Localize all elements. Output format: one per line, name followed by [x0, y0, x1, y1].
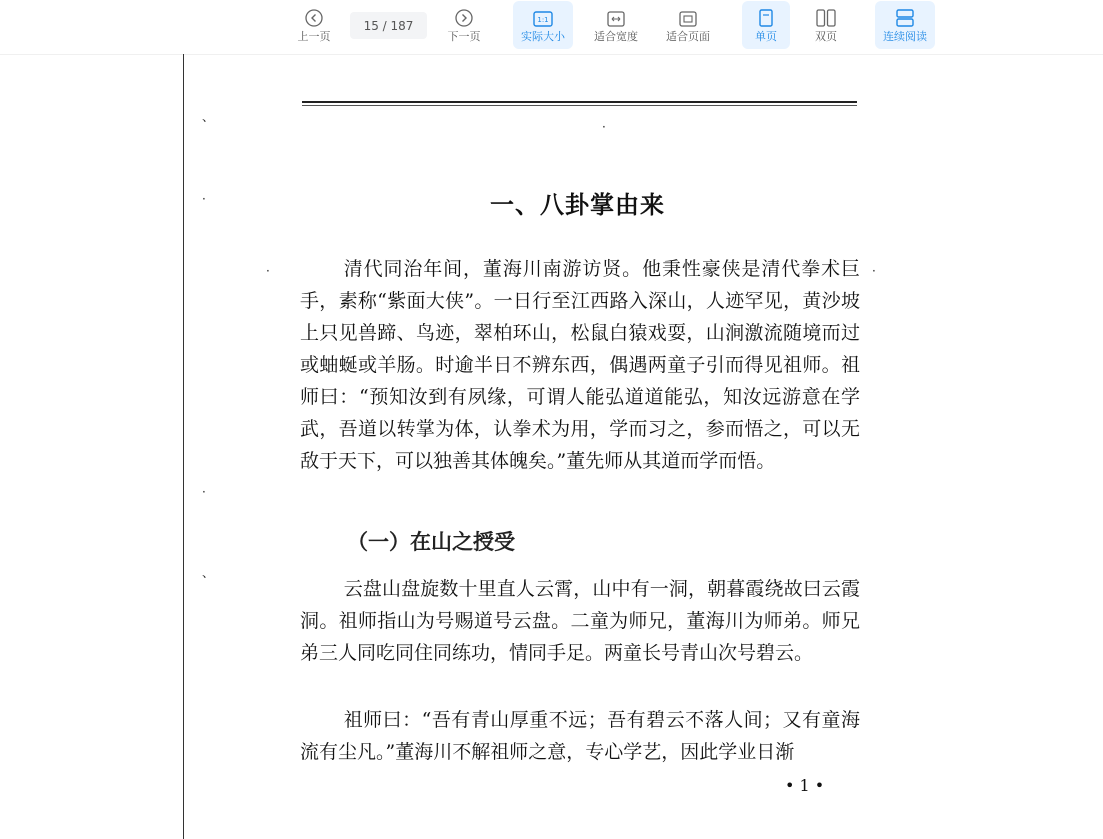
double-page-button[interactable]: [802, 1, 850, 49]
scan-speck: 、: [202, 566, 215, 580]
fit-page-icon: [679, 1, 697, 27]
continuous-reading-button[interactable]: [875, 1, 935, 49]
prev-page-button[interactable]: [290, 1, 338, 49]
prev-page-label: 上一页: [297, 30, 331, 43]
continuous-reading-label: 连续阅读: [883, 30, 927, 43]
continuous-reading-icon: [896, 1, 914, 27]
page-total: 187: [390, 18, 414, 33]
header-rule-thin: [302, 105, 857, 106]
next-page-button[interactable]: [440, 1, 488, 49]
scan-speck: ·: [872, 264, 876, 278]
svg-text:1:1: 1:1: [537, 16, 549, 24]
scan-speck: ·: [202, 485, 206, 499]
actual-size-label: 实际大小: [521, 30, 565, 43]
actual-size-icon: [533, 1, 553, 27]
chapter-title: 一、八卦掌由来: [490, 191, 665, 219]
section-heading: （一）在山之授受: [347, 530, 515, 554]
header-rule: [302, 101, 857, 103]
fit-width-label: 适合宽度: [594, 30, 638, 43]
page-separator: /: [378, 18, 391, 33]
double-page-label: 双页: [815, 30, 837, 43]
paragraph-1: 清代同治年间，董海川南游访贤。他秉性豪侠是清代拳术巨手，素称“紫面大侠”。一日行至江西路入深山，人迹罕见，黄沙坡上只见兽蹄、鸟迹，翠柏环山，松鼠白猿戏耍，山涧激流随境而过或蚰蜒或羊肠。时逾半日不辨东西，偶遇两童子引而得见祖师。祖师曰：“预知汝到有夙缘，可谓人能弘道道能弘，知汝远游意在学武，吾道以转掌为体，认拳术为用，学而习之，参而悟之，可以无敌于天下，可以独善其体魄矣。”董先师从其道而学而悟。: [300, 258, 860, 472]
fit-width-icon: [607, 1, 625, 27]
single-page-icon: [759, 1, 773, 27]
fit-width-button[interactable]: [586, 1, 646, 49]
fit-page-label: 适合页面: [666, 30, 710, 43]
page-number-footer: • 1 •: [785, 776, 825, 795]
chevron-right-circle-icon: [455, 1, 473, 27]
actual-size-button[interactable]: [513, 1, 573, 49]
page-number-input[interactable]: [350, 12, 427, 39]
paragraph-3: 祖师曰：“吾有青山厚重不远；吾有碧云不落人间；又有童海流有尘凡。”董海川不解祖师之意，专心学艺，因此学业日渐: [300, 709, 860, 763]
scan-speck: ·: [266, 264, 270, 278]
scan-speck: 、: [202, 110, 215, 124]
viewer-toolbar: [0, 0, 1103, 55]
chevron-left-circle-icon: [305, 1, 323, 27]
page-current: 15: [363, 18, 379, 33]
scan-speck: ·: [602, 120, 606, 134]
single-page-label: 单页: [755, 30, 777, 43]
page-gutter-line: [183, 54, 184, 839]
fit-page-button[interactable]: [658, 1, 718, 49]
scan-speck: ·: [202, 192, 206, 206]
double-page-icon: [816, 1, 836, 27]
paragraph-2: 云盘山盘旋数十里直人云霄，山中有一洞，朝暮霞绕故曰云霞洞。祖师指山为号赐道号云盘。二童为师兄，董海川为师弟。师兄弟三人同吃同住同练功，情同手足。两童长号青山次号碧云。: [300, 578, 860, 664]
single-page-button[interactable]: [742, 1, 790, 49]
next-page-label: 下一页: [447, 30, 481, 43]
